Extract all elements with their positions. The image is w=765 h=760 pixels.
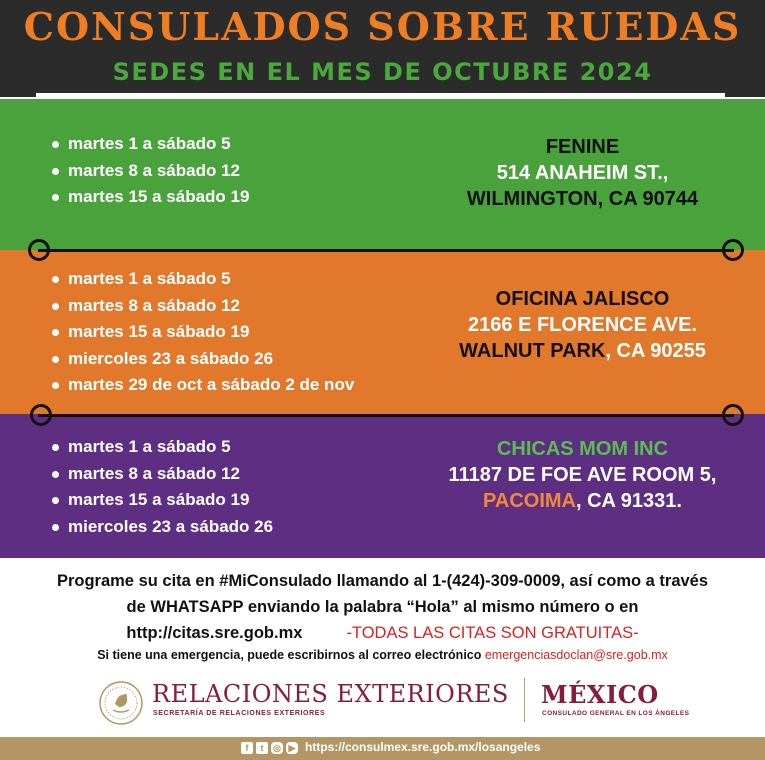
timeline-node	[722, 404, 744, 426]
venue-address: 514 ANAHEIM ST.,	[496, 162, 669, 184]
mexico-logo-subtitle: CONSULADO GENERAL EN LOS ÁNGELES	[542, 710, 690, 717]
date-item: martes 15 a sábado 19	[50, 184, 249, 211]
date-item: martes 29 de oct a sábado 2 de nov	[50, 372, 354, 399]
mexico-seal-icon	[98, 680, 144, 726]
emergency-line	[0, 646, 765, 664]
venue-address: 11187 DE FOE AVE ROOM 5,	[448, 464, 717, 486]
appointment-info	[0, 568, 765, 664]
date-item: martes 8 a sábado 12	[50, 461, 273, 488]
page-subtitle: SEDES EN EL MES DE OCTUBRE 2024	[112, 58, 653, 86]
logo-divider	[524, 678, 525, 722]
venue-city-line	[405, 338, 760, 364]
twitter-icon[interactable]: t	[256, 742, 268, 754]
date-item: miercoles 23 a sábado 26	[50, 514, 273, 541]
venue-state-zip: , CA 91331.	[575, 490, 682, 512]
timeline-connector	[38, 414, 734, 417]
date-item: martes 1 a sábado 5	[50, 131, 249, 158]
timeline-node	[30, 404, 52, 426]
timeline-connector	[38, 249, 734, 252]
date-item: martes 1 a sábado 5	[50, 266, 354, 293]
date-list-oficina-jalisco	[50, 266, 354, 399]
info-line-1: Programe su cita en #MiConsulado llamando al 1-(424)-309-0009, así como a través	[56, 572, 709, 590]
venue-city-line	[405, 488, 760, 514]
venue-fenine	[405, 134, 760, 212]
venue-state-zip: , CA 90255	[605, 340, 706, 362]
sre-logo-subtitle: SECRETARÍA DE RELACIONES EXTERIORES	[153, 710, 326, 717]
venue-name: OFICINA JALISCO	[495, 288, 670, 310]
date-item: martes 15 a sábado 19	[50, 487, 273, 514]
venue-chicas-mom	[405, 436, 760, 514]
free-appointments-notice: -TODAS LAS CITAS SON GRATUITAS-	[346, 624, 639, 642]
date-item: martes 15 a sábado 19	[50, 319, 354, 346]
instagram-icon[interactable]: ◎	[271, 742, 283, 754]
timeline-node	[28, 239, 50, 261]
venue-name: FENINE	[545, 136, 620, 158]
venue-name: CHICAS MOM INC	[496, 438, 669, 460]
footer-website-link[interactable]: https://consulmex.sre.gob.mx/losangeles	[305, 740, 541, 754]
date-item: miercoles 23 a sábado 26	[50, 346, 354, 373]
date-item: martes 1 a sábado 5	[50, 434, 273, 461]
venue-state-zip: , CA 90744	[597, 188, 699, 210]
venue-city: PACOIMA	[483, 490, 576, 512]
date-item: martes 8 a sábado 12	[50, 293, 354, 320]
emergency-email-link[interactable]: emergenciasdoclan@sre.gob.mx	[484, 648, 668, 662]
facebook-icon[interactable]: f	[241, 742, 253, 754]
emergency-text: Si tiene una emergencia, puede escribirnos al correo electrónico	[97, 648, 485, 662]
venue-city: WALNUT PARK	[459, 340, 606, 362]
sre-logo-title: RELACIONES EXTERIORES	[152, 680, 509, 708]
venue-city: WILMINGTON	[466, 188, 598, 210]
info-line-3	[0, 620, 765, 646]
venue-city-line	[405, 186, 760, 212]
info-line-2: de WHATSAPP enviando la palabra “Hola” al mismo número o en	[126, 598, 639, 616]
mexico-logo-title: MÉXICO	[541, 680, 659, 709]
date-item: martes 8 a sábado 12	[50, 158, 249, 185]
venue-address: 2166 E FLORENCE AVE.	[468, 314, 697, 336]
venue-oficina-jalisco	[405, 286, 760, 364]
date-list-chicas-mom	[50, 434, 273, 540]
date-list-fenine	[50, 131, 249, 211]
page-title: CONSULADOS SOBRE RUEDAS	[23, 4, 742, 49]
appointments-link[interactable]: http://citas.sre.gob.mx	[126, 624, 303, 642]
youtube-icon[interactable]: ▶	[286, 742, 298, 754]
timeline-node	[722, 239, 744, 261]
